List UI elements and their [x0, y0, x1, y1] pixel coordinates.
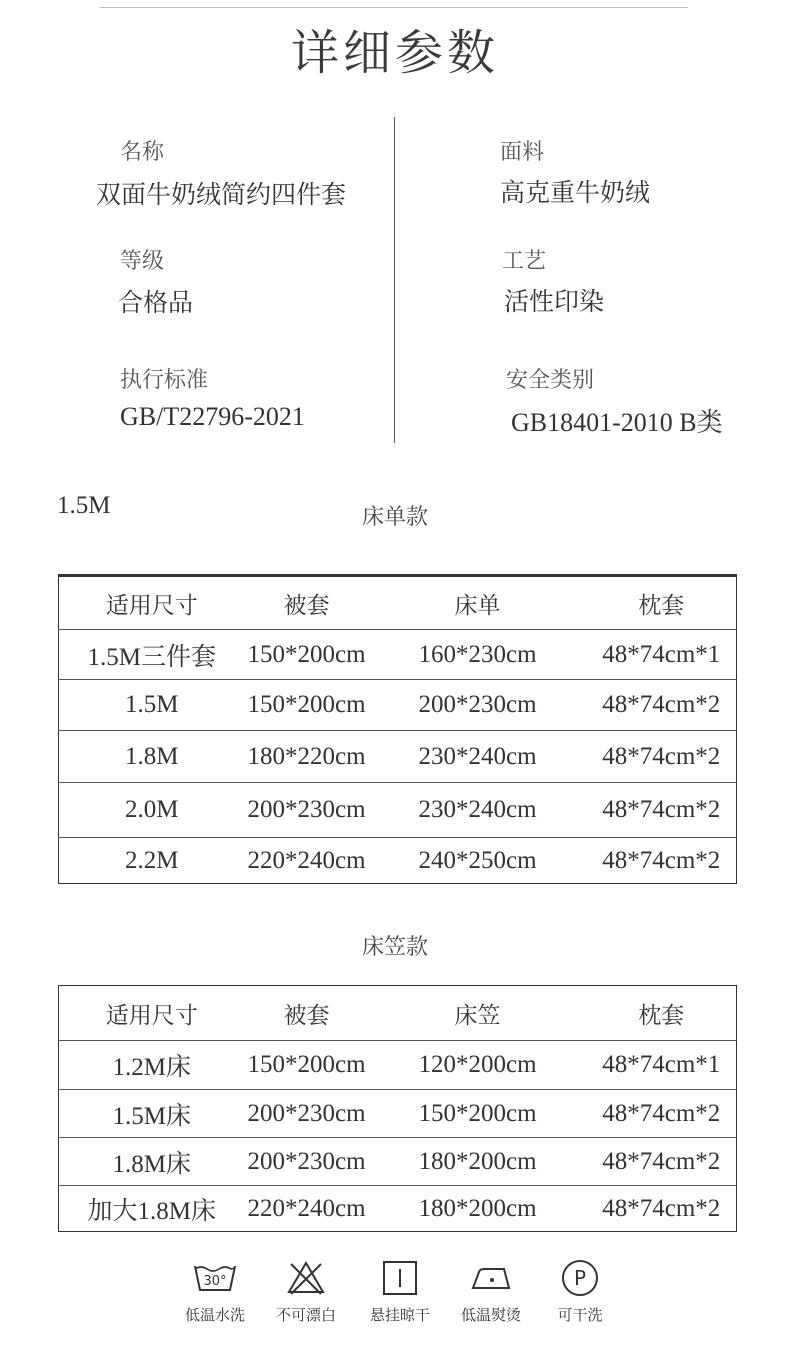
low-iron-icon [446, 1258, 536, 1298]
care-item-dryclean [535, 1258, 625, 1325]
wash-temp-glyph: 30° [203, 1274, 227, 1289]
fitted-section-title: 床笠款 [361, 935, 428, 960]
cell-size: 1.2M床 [59, 1041, 245, 1090]
table-row [59, 1041, 737, 1090]
table-row [59, 1090, 737, 1138]
safety-label: 安全类别 [506, 368, 595, 393]
cell-pillowcase: 48*74cm*2 [587, 731, 737, 783]
cell-duvet: 150*200cm [245, 1041, 369, 1090]
cell-pillowcase: 48*74cm*2 [602, 846, 721, 874]
care-item-bleach [261, 1258, 351, 1325]
cell-fitted-sheet: 150*200cm [369, 1090, 587, 1138]
cell-pillowcase: 48*74cm*2 [587, 680, 737, 731]
header-size: 适用尺寸 [59, 986, 245, 1041]
care-label: 可干洗 [557, 1306, 603, 1324]
cell-size: 加大1.8M床 [87, 1197, 216, 1225]
table-header-row [59, 576, 737, 630]
top-rule [100, 7, 688, 8]
cell-duvet: 200*230cm [245, 1090, 369, 1138]
table-row [59, 630, 737, 680]
standard-label: 执行标准 [120, 368, 209, 393]
cell-size: 1.5M床 [59, 1090, 245, 1138]
sheet-section-title: 床单款 [361, 505, 428, 530]
cell-sheet: 230*240cm [369, 731, 587, 783]
cell-fitted-sheet: 180*200cm [418, 1194, 537, 1222]
cell-sheet: 230*240cm [369, 783, 587, 838]
cell-duvet: 220*240cm [247, 1194, 366, 1222]
cell-duvet: 200*230cm [245, 1138, 369, 1186]
wash-30-icon [170, 1258, 260, 1298]
care-label: 低温熨烫 [460, 1306, 521, 1324]
grade-value: 合格品 [118, 288, 194, 317]
dry-clean-p-icon [535, 1258, 625, 1298]
size-tag: 1.5M [57, 492, 111, 519]
cell-size: 1.5M [59, 680, 245, 731]
header-pillowcase: 枕套 [587, 986, 737, 1041]
table-row [59, 731, 737, 783]
table-row [59, 1138, 737, 1186]
cell-pillowcase: 48*74cm*2 [587, 1138, 737, 1186]
fabric-value: 高克重牛奶绒 [500, 178, 651, 207]
care-item-wash [170, 1258, 260, 1325]
cell-sheet: 200*230cm [369, 680, 587, 731]
cell-pillowcase: 48*74cm*1 [587, 630, 737, 680]
craft-label: 工艺 [502, 249, 547, 274]
cell-size: 1.5M三件套 [59, 630, 245, 680]
care-label: 低温水洗 [184, 1306, 245, 1324]
header-sheet: 床单 [369, 576, 587, 630]
fabric-label: 面料 [500, 140, 545, 165]
cell-fitted-sheet: 120*200cm [369, 1041, 587, 1090]
craft-value: 活性印染 [504, 287, 605, 316]
care-label: 不可漂白 [275, 1306, 336, 1324]
name-label: 名称 [120, 140, 165, 165]
page-title: 详细参数 [290, 25, 499, 81]
sheet-size-table [58, 574, 737, 884]
spec-divider [394, 117, 395, 443]
table-row [59, 783, 737, 838]
header-duvet: 被套 [245, 576, 369, 630]
cell-pillowcase: 48*74cm*2 [587, 783, 737, 838]
cell-duvet: 180*220cm [245, 731, 369, 783]
cell-sheet: 240*250cm [418, 846, 537, 874]
table-row [59, 838, 737, 884]
cell-size: 1.8M [59, 731, 245, 783]
cell-duvet: 150*200cm [245, 630, 369, 680]
cell-fitted-sheet: 180*200cm [369, 1138, 587, 1186]
cell-size: 2.0M [59, 783, 245, 838]
table-row [59, 1186, 737, 1232]
table-header-row [59, 986, 737, 1041]
fitted-size-table [58, 985, 737, 1232]
care-item-iron [446, 1258, 536, 1325]
standard-value: GB/T22796-2021 [120, 402, 305, 431]
safety-value: GB18401-2010 B类 [511, 408, 723, 437]
grade-label: 等级 [120, 249, 165, 274]
cell-size: 1.8M床 [59, 1138, 245, 1186]
hang-dry-icon [355, 1258, 445, 1298]
cell-pillowcase: 48*74cm*1 [587, 1041, 737, 1090]
header-duvet: 被套 [245, 986, 369, 1041]
cell-pillowcase: 48*74cm*2 [602, 1194, 721, 1222]
cell-duvet: 200*230cm [245, 783, 369, 838]
cell-pillowcase: 48*74cm*2 [587, 1090, 737, 1138]
header-fitted-sheet: 床笠 [369, 986, 587, 1041]
care-label: 悬挂晾干 [369, 1306, 430, 1324]
table-row [59, 680, 737, 731]
header-pillowcase: 枕套 [587, 576, 737, 630]
no-bleach-icon [261, 1258, 351, 1298]
cell-duvet: 150*200cm [245, 680, 369, 731]
cell-size: 2.2M [125, 846, 179, 874]
cell-duvet: 220*240cm [247, 846, 366, 874]
dry-clean-glyph: P [573, 1266, 587, 1290]
cell-sheet: 160*230cm [369, 630, 587, 680]
care-item-hang [355, 1258, 445, 1325]
name-value: 双面牛奶绒简约四件套 [96, 180, 347, 209]
header-size: 适用尺寸 [59, 576, 245, 630]
